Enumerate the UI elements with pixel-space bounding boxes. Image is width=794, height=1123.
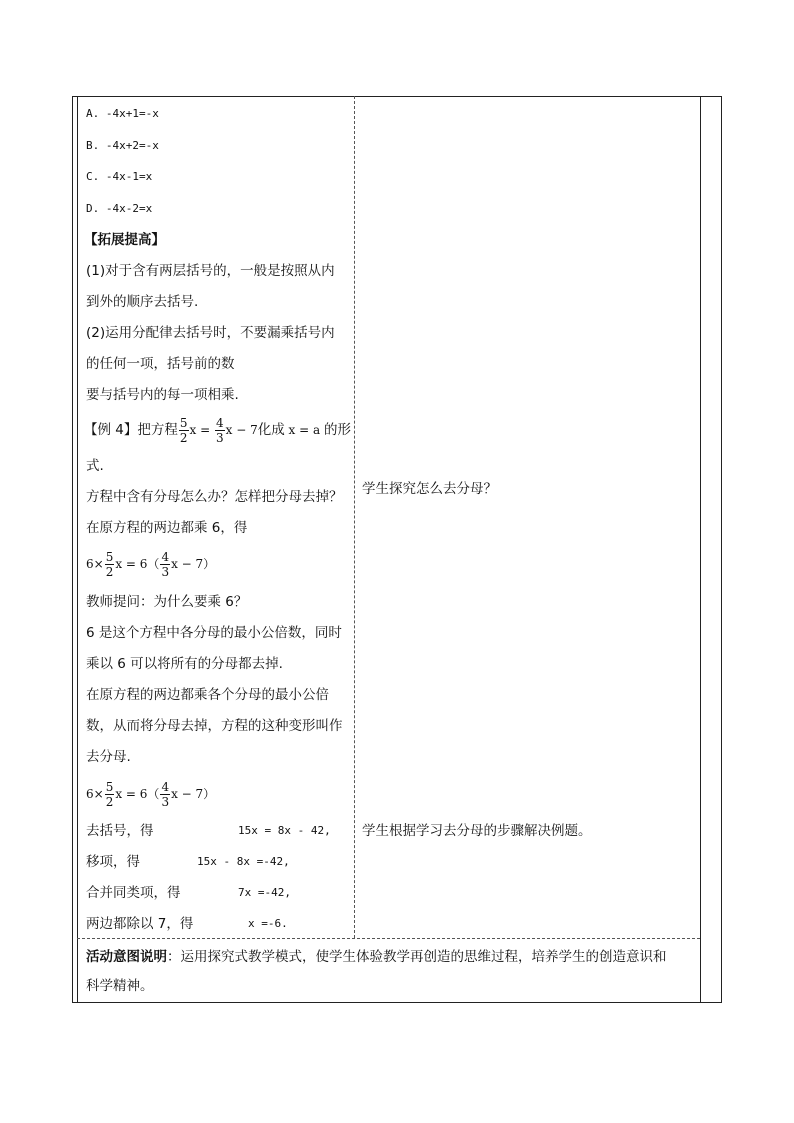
extend-p1a: (1)对于含有两层括号的，一般是按照从内: [86, 263, 335, 279]
step3-eq: 7x =-42,: [238, 886, 291, 899]
extend-p2b: 的任何一项，括号前的数: [86, 356, 235, 372]
text-t2: 6 是这个方程中各分母的最小公倍数，同时: [86, 625, 342, 641]
fraction-4-3: $\frac{4}{3}$: [215, 416, 224, 445]
intent-label: 活动意图说明: [86, 949, 167, 965]
option-d: D. -4x-2=x: [86, 202, 153, 215]
example-q1: 方程中含有分母怎么办？怎样把分母去掉？: [86, 489, 343, 505]
equation-1: 6× $\frac{5}{2}$ x = 6（ $\frac{4}{3}$ x − 7）: [86, 550, 216, 579]
step2-label: 移项，得: [86, 854, 140, 870]
example-prefix: 【例 4】把方程: [84, 422, 178, 438]
example-statement: [84, 414, 351, 447]
step4-label: 两边都除以 7，得: [86, 916, 194, 932]
example-eq-mid2: x − 7: [225, 423, 258, 437]
student-note-1: 学生探究怎么去分母？: [362, 481, 497, 497]
fraction-5-2: $\frac{5}{2}$: [179, 416, 188, 445]
row-divider: [77, 938, 700, 939]
option-a: A. -4x+1=-x: [86, 107, 159, 120]
example-cont: 式.: [86, 458, 104, 474]
example-suffix-2: 的形: [323, 422, 351, 438]
text-t6: 去分母.: [86, 749, 131, 765]
extend-p2a: (2)运用分配律去括号时，不要漏乘括号内: [86, 325, 335, 341]
table-inner-left-border: [77, 96, 78, 1003]
extend-p2c: 要与括号内的每一项相乘.: [86, 387, 239, 403]
intent-text-b: 科学精神。: [86, 978, 154, 994]
extend-heading: 【拓展提高】: [84, 232, 165, 248]
step4-eq: x =-6.: [248, 917, 288, 930]
example-q2: 在原方程的两边都乘 6，得: [86, 520, 248, 536]
step1-eq: 15x = 8x - 42,: [238, 824, 331, 837]
example-suffix-1: 化成: [257, 422, 285, 438]
student-note-2: 学生根据学习去分母的步骤解决例题。: [362, 823, 592, 839]
text-t4: 在原方程的两边都乘各个分母的最小公倍: [86, 687, 329, 703]
intent-text-a: ：运用探究式教学模式，使学生体验教学再创造的思维过程，培养学生的创造意识和: [167, 949, 667, 965]
intent-line-1: [86, 948, 667, 966]
option-c: C. -4x-1=x: [86, 170, 153, 183]
equation-2: 6× $\frac{5}{2}$ x = 6（ $\frac{4}{3}$ x − 7）: [86, 780, 216, 809]
column-divider: [354, 96, 355, 938]
teacher-question: 教师提问：为什么要乘 6？: [86, 594, 248, 610]
step1-label: 去括号，得: [86, 823, 154, 839]
text-t3: 乘以 6 可以将所有的分母都去掉.: [86, 656, 283, 672]
text-t5: 数，从而将分母去掉，方程的这种变形叫作: [86, 718, 343, 734]
extend-p1b: 到外的顺序去括号.: [86, 294, 199, 310]
example-eq-mid1: x =: [189, 423, 214, 437]
table-right-column-border: [700, 96, 701, 1003]
option-b: B. -4x+2=-x: [86, 139, 159, 152]
step3-label: 合并同类项，得: [86, 885, 181, 901]
step2-eq: 15x - 8x =-42,: [197, 855, 290, 868]
example-xa: x = a: [284, 423, 324, 437]
